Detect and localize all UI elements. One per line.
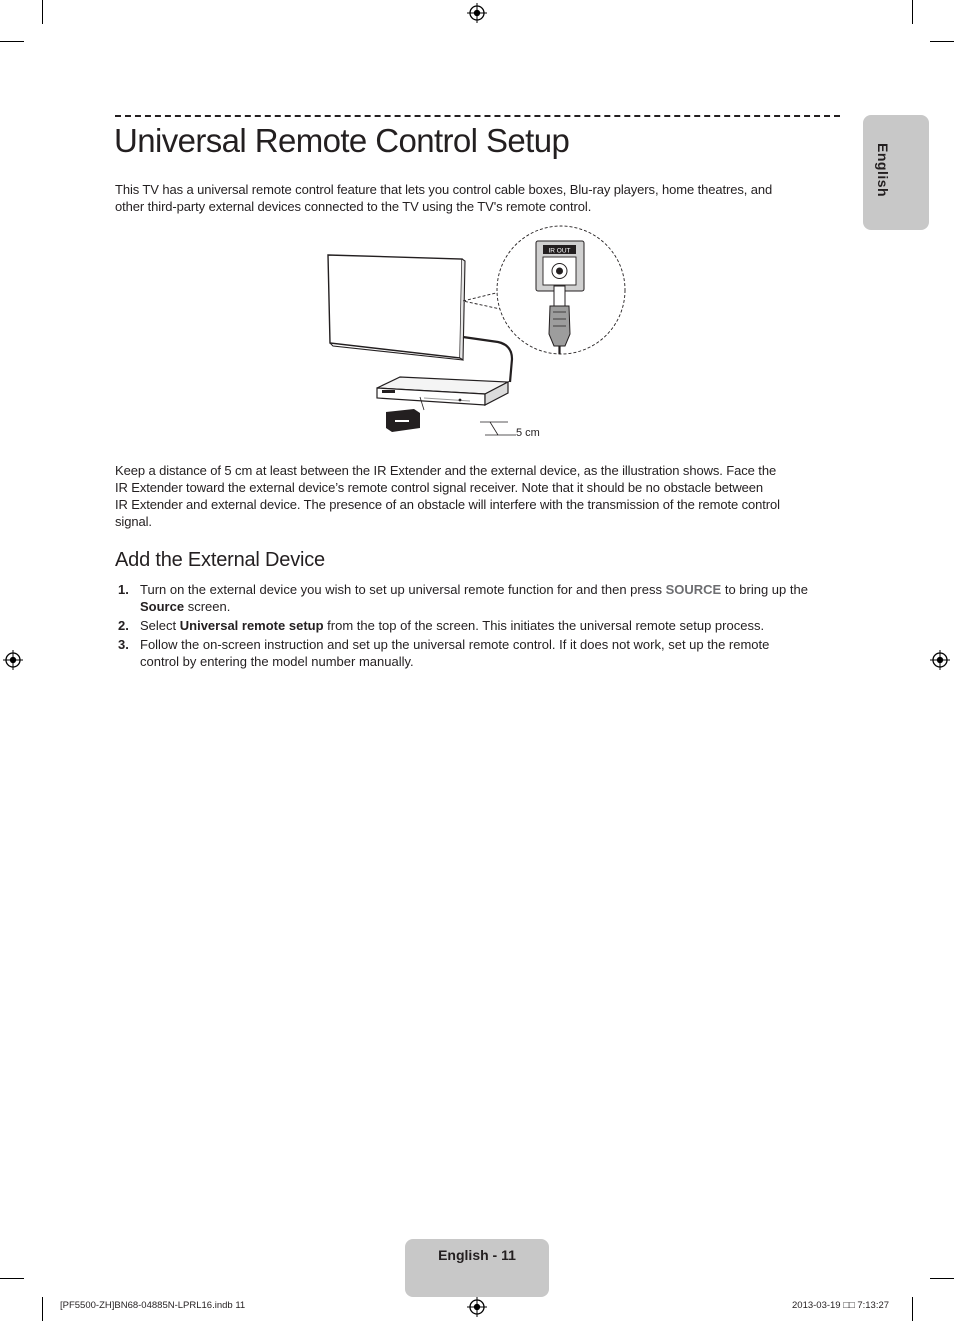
intro-line: other third-party external devices connected to the TV using the TV's remote control.	[115, 199, 592, 214]
print-datetime: 2013-03-19 □□ 7:13:27	[792, 1300, 890, 1311]
step-text	[140, 636, 769, 670]
step-number: 3.	[118, 637, 129, 652]
distance-label: 5 cm	[516, 427, 540, 439]
page-number-label: English - 11	[438, 1247, 516, 1263]
step-text-part: Select	[140, 618, 180, 633]
crop-mark	[0, 1278, 24, 1279]
ir-extender-icon	[386, 409, 420, 432]
crop-mark	[912, 0, 913, 24]
page-title: Universal Remote Control Setup	[114, 122, 570, 159]
step-text-part: screen.	[184, 599, 231, 614]
step-number: 2.	[118, 618, 129, 633]
step-text-part: Turn on the external device you wish to set up universal remote function for and then press	[140, 582, 666, 597]
intro-line: This TV has a universal remote control feature that lets you control cable boxes, Blu-ray players, home theatres, and	[115, 182, 773, 197]
external-device-icon	[377, 377, 508, 405]
step-text-part: to bring up the	[721, 582, 808, 597]
step-text-part: control by entering the model number manually.	[140, 654, 414, 669]
ir-out-port-icon	[536, 241, 584, 291]
registration-mark-icon	[3, 650, 23, 670]
crop-mark	[930, 1278, 954, 1279]
registration-mark-icon	[467, 3, 487, 23]
print-file-info: [PF5500-ZH]BN68-04885N-LPRL16.indb 11	[60, 1300, 246, 1311]
crop-mark	[0, 41, 24, 42]
source-key-label: SOURCE	[665, 582, 722, 597]
menu-option-label: Universal remote setup	[179, 618, 324, 633]
ir-extender-illustration	[320, 222, 640, 444]
registration-mark-icon	[467, 1297, 487, 1317]
step-text	[140, 617, 764, 634]
crop-mark	[42, 1297, 43, 1321]
step-text	[140, 581, 808, 615]
ir-out-label: IR OUT	[548, 247, 571, 255]
page-number-tab	[405, 1239, 549, 1297]
source-screen-label: Source	[140, 599, 185, 614]
note-line: IR Extender and external device. The presence of an obstacle will interfere with the transmission of the remote control	[115, 497, 780, 512]
note-line: signal.	[115, 514, 152, 529]
crop-mark	[912, 1297, 913, 1321]
language-side-tab	[863, 115, 929, 230]
step-number: 1.	[118, 582, 129, 597]
language-side-tab-label: English	[875, 143, 891, 198]
tv-icon	[328, 255, 465, 360]
note-line: IR Extender toward the external device’s remote control signal receiver. Note that it should be no obstacle between	[115, 480, 764, 495]
crop-mark	[930, 41, 954, 42]
step-text-part: from the top of the screen. This initiates the universal remote setup process.	[323, 618, 765, 633]
step-text-part: Follow the on-screen instruction and set up the universal remote control. If it does not work, set up the remote	[140, 637, 770, 652]
crop-mark	[42, 0, 43, 24]
title-dashed-rule	[115, 115, 840, 117]
section-heading: Add the External Device	[115, 549, 325, 571]
note-line: Keep a distance of 5 cm at least between the IR Extender and the external device, as the illustration shows. Face the	[115, 463, 777, 478]
registration-mark-icon	[930, 650, 950, 670]
intro-paragraph	[115, 181, 845, 215]
distance-note-paragraph	[115, 462, 845, 530]
